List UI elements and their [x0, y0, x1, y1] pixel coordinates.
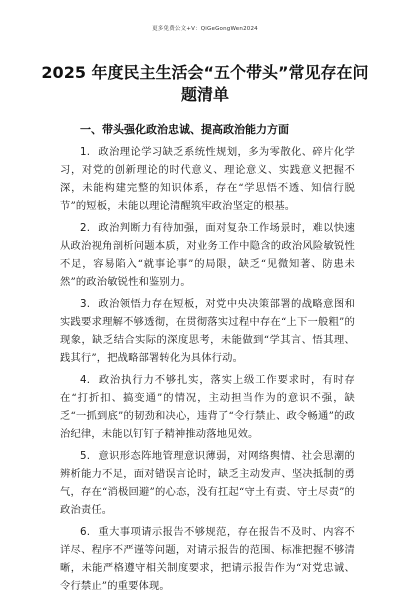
item-number: 5. — [80, 450, 91, 462]
list-item — [60, 523, 355, 595]
item-text: 政治判断力有待加强，面对复杂工作场景时，难以快速从政治视角剖析问题本质，对业务工作中隐含的政治风险敏锐性不足，容易陷入“就事论事”的局限，缺乏“见微知著、防患未然”的政治敏锐性和鉴别力。 — [60, 222, 355, 288]
item-text: 政治领悟力存在短板，对党中央决策部署的战略意图和实践要求理解不够透彻，在贯彻落实过程中存在“上下一般粗”的现象，缺乏结合实际的深度思考，未能做到“学其言、悟其理、践其行”，把战略部署转化为具体行动。 — [60, 298, 355, 364]
list-item — [60, 219, 355, 291]
list-item — [60, 295, 355, 367]
list-item — [60, 143, 355, 215]
item-text: 重大事项请示报告不够规范，存在报告不及时、内容不详尽、程序不严谨等问题，对请示报告的范围、标准把握不够清晰，未能严格遵守相关制度要求，把请示报告作为“对党忠诚、令行禁止”的重要体现。 — [60, 526, 355, 592]
item-number: 2. — [80, 222, 91, 234]
item-number: 3. — [80, 298, 91, 310]
header-note: 更多免费公文+V：QiGeGongWen2024 — [152, 26, 258, 32]
list-item — [60, 371, 355, 443]
document-body — [60, 143, 355, 599]
item-number: 1. — [80, 146, 91, 158]
section-heading: 一、带头强化政治忠诚、提高政治能力方面 — [80, 123, 289, 136]
item-text: 政治执行力不够扎实，落实上级工作要求时，有时存在“打折扣、搞变通”的情况，主动担当作为的意识不强，缺乏“一抓到底”的韧劲和决心，违背了“令行禁止、政令畅通”的政治纪律，未能以钉钉子精神推动落地见效。 — [60, 374, 355, 440]
item-text: 意识形态阵地管理意识薄弱，对网络舆情、社会思潮的辨析能力不足，面对错误言论时，缺乏主动发声、坚决抵制的勇气，存在“消极回避”的心态，没有扛起“守土有责、守土尽责”的政治责任。 — [60, 450, 355, 516]
item-number: 4. — [80, 374, 91, 386]
list-item — [60, 447, 355, 519]
item-text: 政治理论学习缺乏系统性规划，多为零散化、碎片化学习，对党的创新理论的时代意义、理论意义、实践意义把握不深，未能构建完整的知识体系，存在“学思悟不透、知信行脱节”的短板，未能以理论清醒筑牢政治坚定的根基。 — [60, 146, 355, 212]
item-number: 6. — [80, 526, 91, 538]
document-title: 2025 年度民主生活会“五个带头”常见存在问题清单 — [41, 63, 369, 104]
